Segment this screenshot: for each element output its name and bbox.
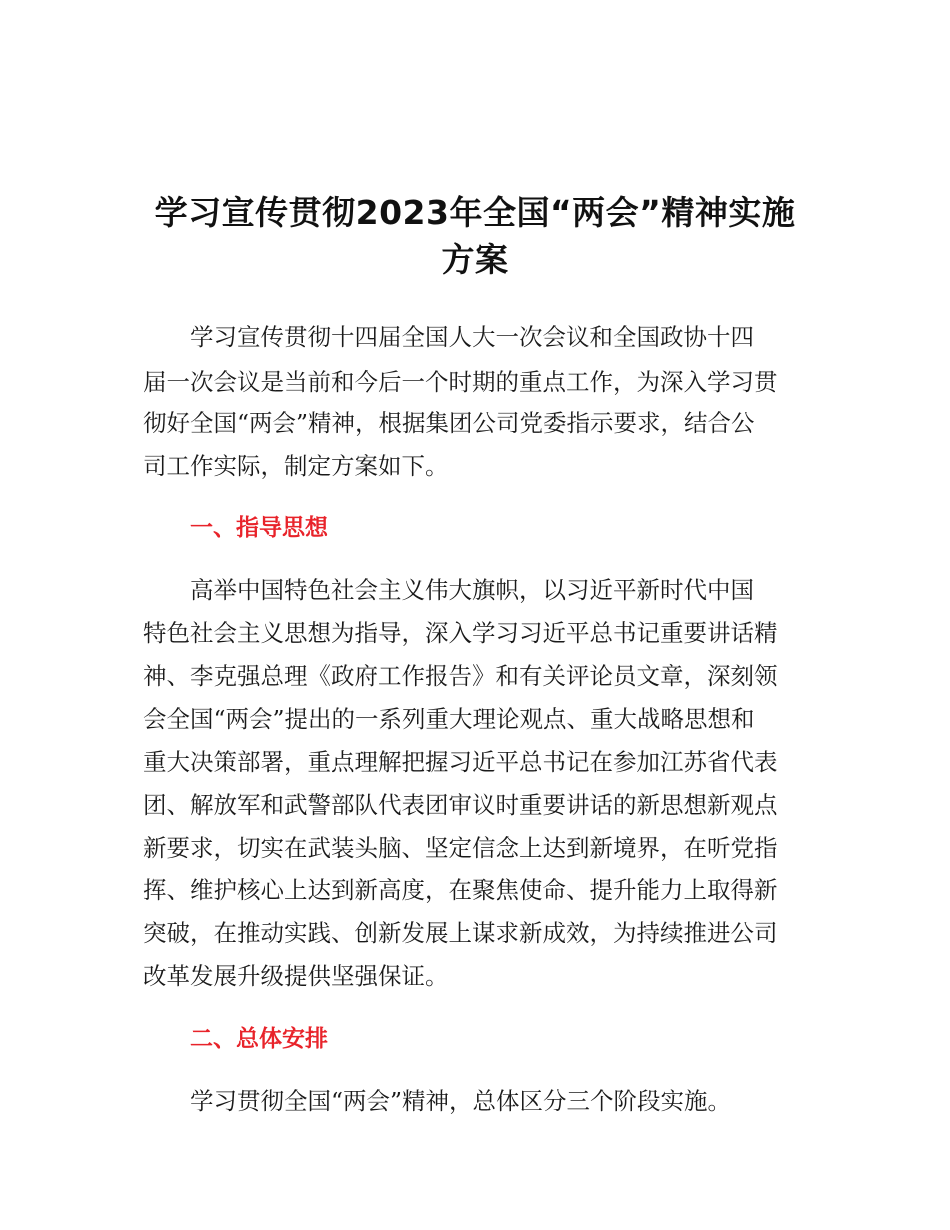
section1-paragraph-line: 高举中国特色社会主义伟大旗帜，以习近平新时代中国 [190,576,754,604]
section1-paragraph-line: 特色社会主义思想为指导，深入学习习近平总书记重要讲话精 [143,619,778,647]
intro-paragraph-line: 司工作实际，制定方案如下。 [143,452,449,480]
section1-paragraph-line: 挥、维护核心上达到新高度，在聚焦使命、提升能力上取得新 [143,876,778,904]
intro-paragraph-line: 彻好全国“两会”精神，根据集团公司党委指示要求，结合公 [143,409,755,437]
section2-paragraph-line: 学习贯彻全国“两会”精神，总体区分三个阶段实施。 [190,1087,732,1115]
section1-paragraph-line: 神、李克强总理《政府工作报告》和有关评论员文章，深刻领 [143,662,778,690]
section1-paragraph-line: 改革发展升级提供坚强保证。 [143,962,449,990]
section-heading-guiding-ideology: 一、指导思想 [190,515,328,541]
section1-paragraph-line: 重大决策部署，重点理解把握习近平总书记在参加江苏省代表 [143,748,778,776]
intro-paragraph-line: 学习宣传贯彻十四届全国人大一次会议和全国政协十四 [190,323,754,351]
section1-paragraph-line: 突破，在推动实践、创新发展上谋求新成效，为持续推进公司 [143,919,778,947]
intro-paragraph-line: 届一次会议是当前和今后一个时期的重点工作，为深入学习贯 [143,368,778,396]
section1-paragraph-line: 新要求，切实在武装头脑、坚定信念上达到新境界，在听党指 [143,834,778,862]
section1-paragraph-line: 会全国“两会”提出的一系列重大理论观点、重大战略思想和 [143,705,755,733]
document-title-line-2: 方案 [441,240,509,279]
document-title-line-1: 学习宣传贯彻2023年全国“两会”精神实施 [154,193,796,232]
section1-paragraph-line: 团、解放军和武警部队代表团审议时重要讲话的新思想新观点 [143,791,778,819]
section-heading-overall-arrangement: 二、总体安排 [190,1026,328,1052]
